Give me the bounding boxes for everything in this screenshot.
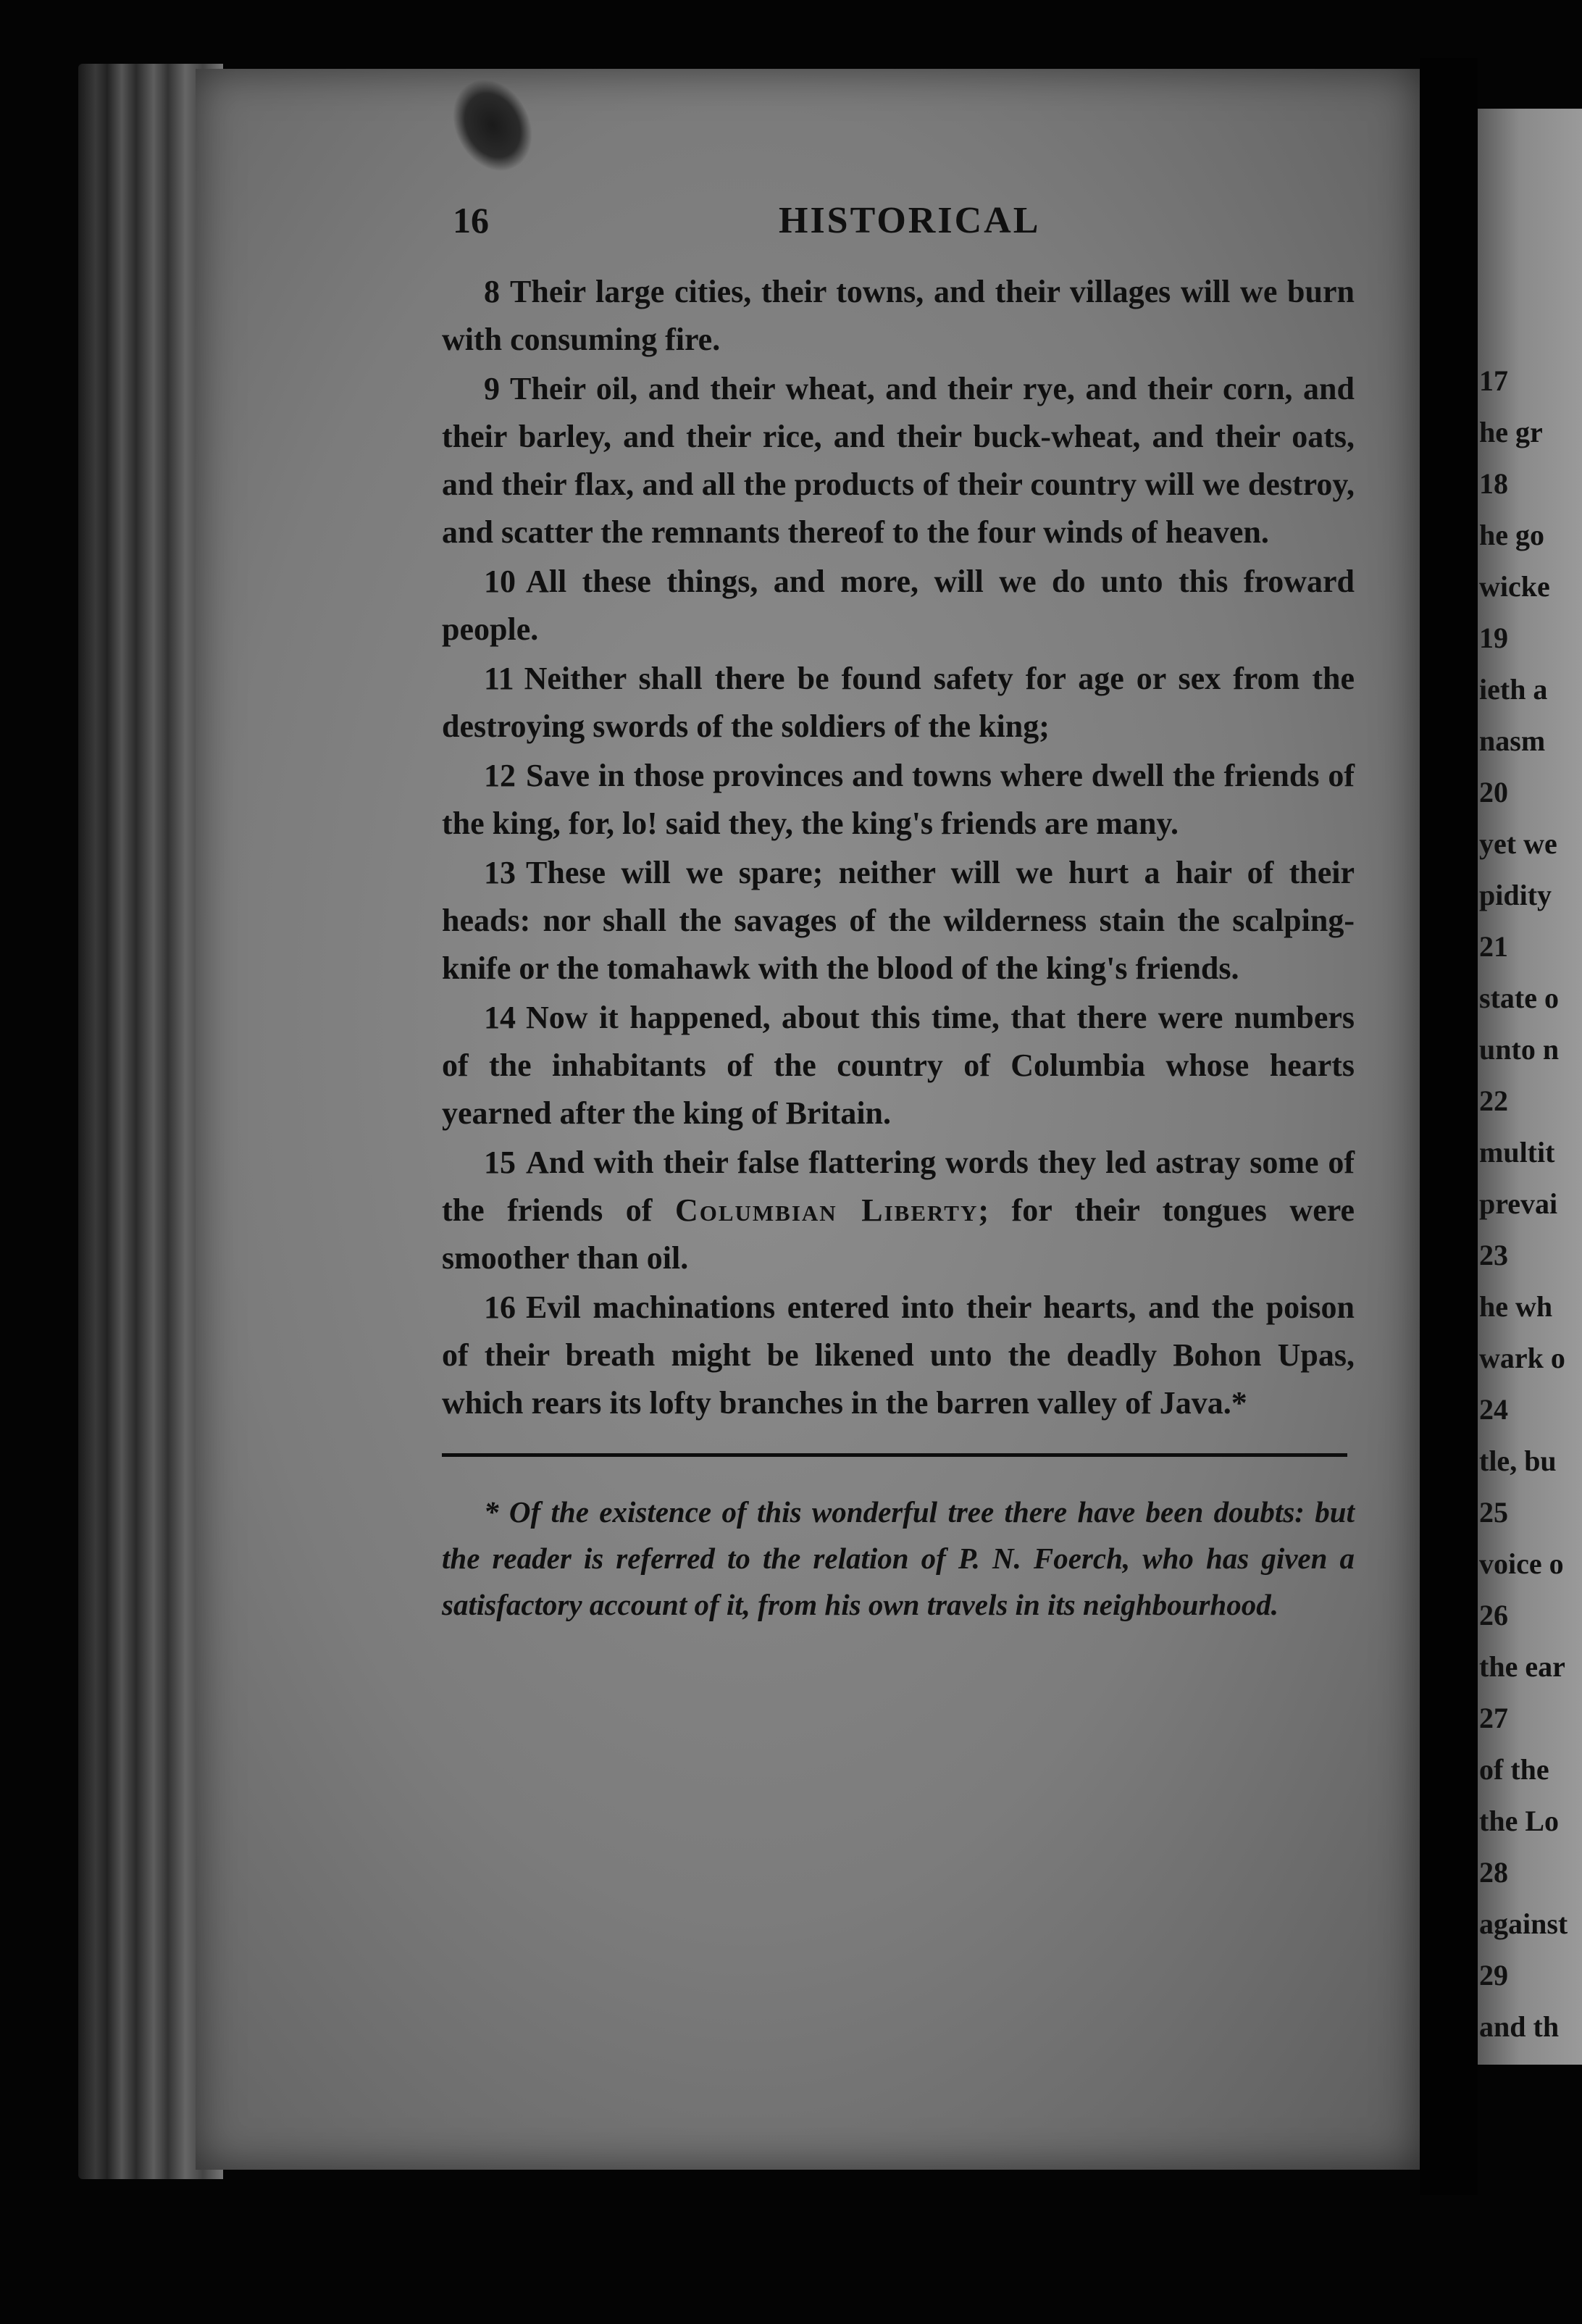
right-page-line: and th bbox=[1479, 2010, 1560, 2043]
right-page-line: 20 bbox=[1479, 776, 1508, 808]
right-page-text-fragments bbox=[1479, 355, 1582, 2052]
footnote: * Of the existence of this wonderful tree there have been doubts: but the reader is referred to the relation of P. N. Foerch, who has given a satisfactory account of it, from his own travels in its neighbourhood. bbox=[442, 1495, 1355, 1621]
right-page-line: the Lo bbox=[1479, 1805, 1559, 1837]
right-page-line: 18 bbox=[1479, 467, 1508, 500]
right-page-line: ieth a bbox=[1479, 673, 1548, 706]
verse-8: 8 Their large cities, their towns, and their villages will we burn with consuming fire. bbox=[442, 274, 1355, 357]
right-page-line: 17 bbox=[1479, 364, 1508, 397]
page-text-block bbox=[442, 196, 1355, 1658]
verse-9: 9 Their oil, and their wheat, and their rye, and their corn, and their barley, and their rice, and their buck-wheat, and their oats, and their flax, and all the products of their country will we destroy, and scatter the remnants thereof to the four winds of heaven. bbox=[442, 371, 1355, 550]
right-page-line: nasm bbox=[1479, 724, 1546, 757]
verse-list bbox=[442, 268, 1355, 1427]
running-head bbox=[442, 196, 1355, 254]
right-page-line: state o bbox=[1479, 982, 1559, 1014]
verse-10: 10 All these things, and more, will we do unto this froward people. bbox=[442, 564, 1355, 647]
right-page-line: 23 bbox=[1479, 1239, 1508, 1271]
right-page-line: yet we bbox=[1479, 827, 1557, 860]
right-page-line: prevai bbox=[1479, 1187, 1558, 1220]
right-page-line: 28 bbox=[1479, 1856, 1508, 1889]
right-page-line: 27 bbox=[1479, 1702, 1508, 1734]
footnote-rule bbox=[442, 1453, 1347, 1457]
right-page-line: wark o bbox=[1479, 1342, 1565, 1374]
right-page-line: the ear bbox=[1479, 1650, 1565, 1683]
right-page-line: he wh bbox=[1479, 1290, 1553, 1323]
right-page-line: multit bbox=[1479, 1136, 1555, 1169]
verse-15: 15 And with their false flattering words they led astray some of the friends of Columbian Liberty; for their tongues were smoother than oil. bbox=[442, 1145, 1355, 1276]
right-page-line: wicke bbox=[1479, 570, 1550, 603]
right-page-line: 26 bbox=[1479, 1599, 1508, 1631]
right-page-line: 24 bbox=[1479, 1393, 1508, 1426]
right-page-line: he go bbox=[1479, 519, 1544, 551]
right-page-line: unto n bbox=[1479, 1033, 1560, 1066]
right-page-line: of the bbox=[1479, 1753, 1549, 1786]
right-page-line: against bbox=[1479, 1907, 1568, 1940]
right-page-line: 25 bbox=[1479, 1496, 1508, 1529]
right-page-line: tle, bu bbox=[1479, 1445, 1557, 1477]
page-title: HISTORICAL bbox=[779, 200, 1041, 241]
verse-12: 12 Save in those provinces and towns where dwell the friends of the king, for, lo! said they, the king's friends are many. bbox=[442, 758, 1355, 841]
columbian-liberty-smallcaps: Columbian Liberty bbox=[674, 1192, 979, 1228]
book-gutter bbox=[1420, 58, 1478, 2195]
page-number: 16 bbox=[453, 200, 489, 241]
right-page-line: 22 bbox=[1479, 1084, 1508, 1117]
right-page-line: voice o bbox=[1479, 1547, 1564, 1580]
right-page-line: 21 bbox=[1479, 930, 1508, 963]
right-page-line: 29 bbox=[1479, 1959, 1508, 1991]
verse-14: 14 Now it happened, about this time, that there were numbers of the inhabitants of the country of Columbia whose hearts yearned after the king of Britain. bbox=[442, 1000, 1355, 1131]
right-page-line: 19 bbox=[1479, 622, 1508, 654]
right-page-line: pidity bbox=[1479, 879, 1552, 911]
verse-16: 16 Evil machinations entered into their hearts, and the poison of their breath might be likened unto the deadly Bohon Upas, which rears its lofty branches in the barren valley of Java.* bbox=[442, 1290, 1355, 1421]
verse-11: 11 Neither shall there be found safety for age or sex from the destroying swords of the soldiers of the king; bbox=[442, 661, 1355, 744]
right-page-line: he gr bbox=[1479, 416, 1543, 448]
verse-13: 13 These will we spare; neither will we hurt a hair of their heads: nor shall the savages of the wilderness stain the scalping-knife or the tomahawk with the blood of the king's friends. bbox=[442, 855, 1355, 986]
